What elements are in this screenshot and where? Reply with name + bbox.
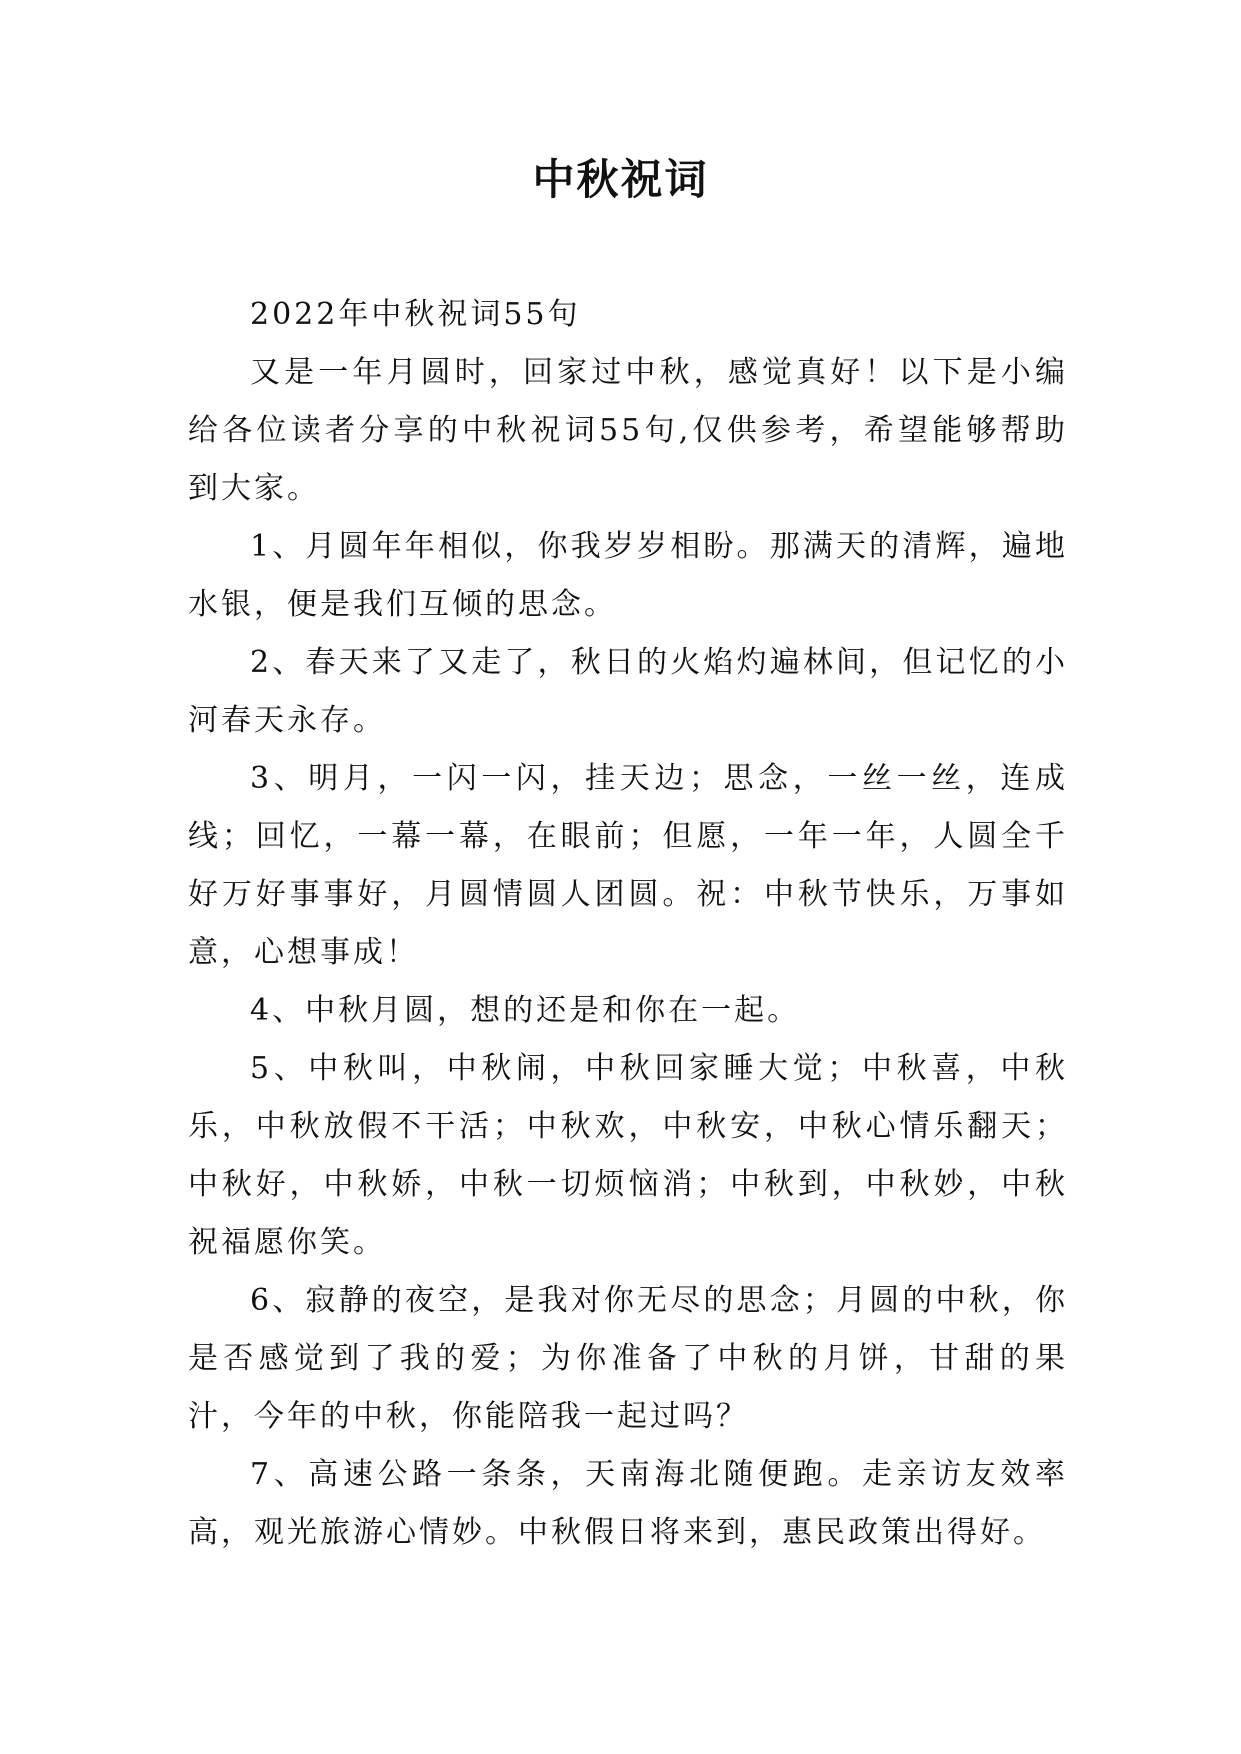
document-title: 中秋祝词 [532, 155, 709, 204]
intro-paragraph: 又是一年月圆时，回家过中秋，感觉真好！以下是小编给各位读者分享的中秋祝词55句,仅供参考，希望能够帮助到大家。 [188, 355, 1068, 506]
greeting-paragraph-4: 4、中秋月圆，想的还是和你在一起。 [250, 993, 801, 1028]
greeting-paragraph-1: 1、月圆年年相似，你我岁岁相盼。那满天的清辉，遍地水银，便是我们互倾的思念。 [188, 529, 1068, 622]
greeting-paragraph-3: 3、明月，一闪一闪，挂天边；思念，一丝一丝，连成线；回忆，一幕一幕，在眼前；但愿，一年一年，人圆全千好万好事事好，月圆情圆人团圆。祝：中秋节快乐，万事如意，心想事成！ [188, 761, 1068, 970]
greeting-paragraph-2: 2、春天来了又走了，秋日的火焰灼遍林间，但记忆的小河春天永存。 [188, 645, 1068, 738]
subtitle-paragraph: 2022年中秋祝词55句 [250, 297, 581, 332]
document-body [188, 286, 1068, 1562]
greeting-paragraph-5: 5、中秋叫，中秋闹，中秋回家睡大觉；中秋喜，中秋乐，中秋放假不干活；中秋欢，中秋安，中秋心情乐翻天；中秋好，中秋娇，中秋一切烦恼消；中秋到，中秋妙，中秋祝福愿你笑。 [188, 1051, 1068, 1260]
greeting-paragraph-6: 6、寂静的夜空，是我对你无尽的思念；月圆的中秋，你是否感觉到了我的爱；为你准备了中秋的月饼，甘甜的果汁，今年的中秋，你能陪我一起过吗？ [188, 1283, 1068, 1434]
greeting-paragraph-7: 7、高速公路一条条，天南海北随便跑。走亲访友效率高，观光旅游心情妙。中秋假日将来到，惠民政策出得好。 [188, 1457, 1068, 1550]
